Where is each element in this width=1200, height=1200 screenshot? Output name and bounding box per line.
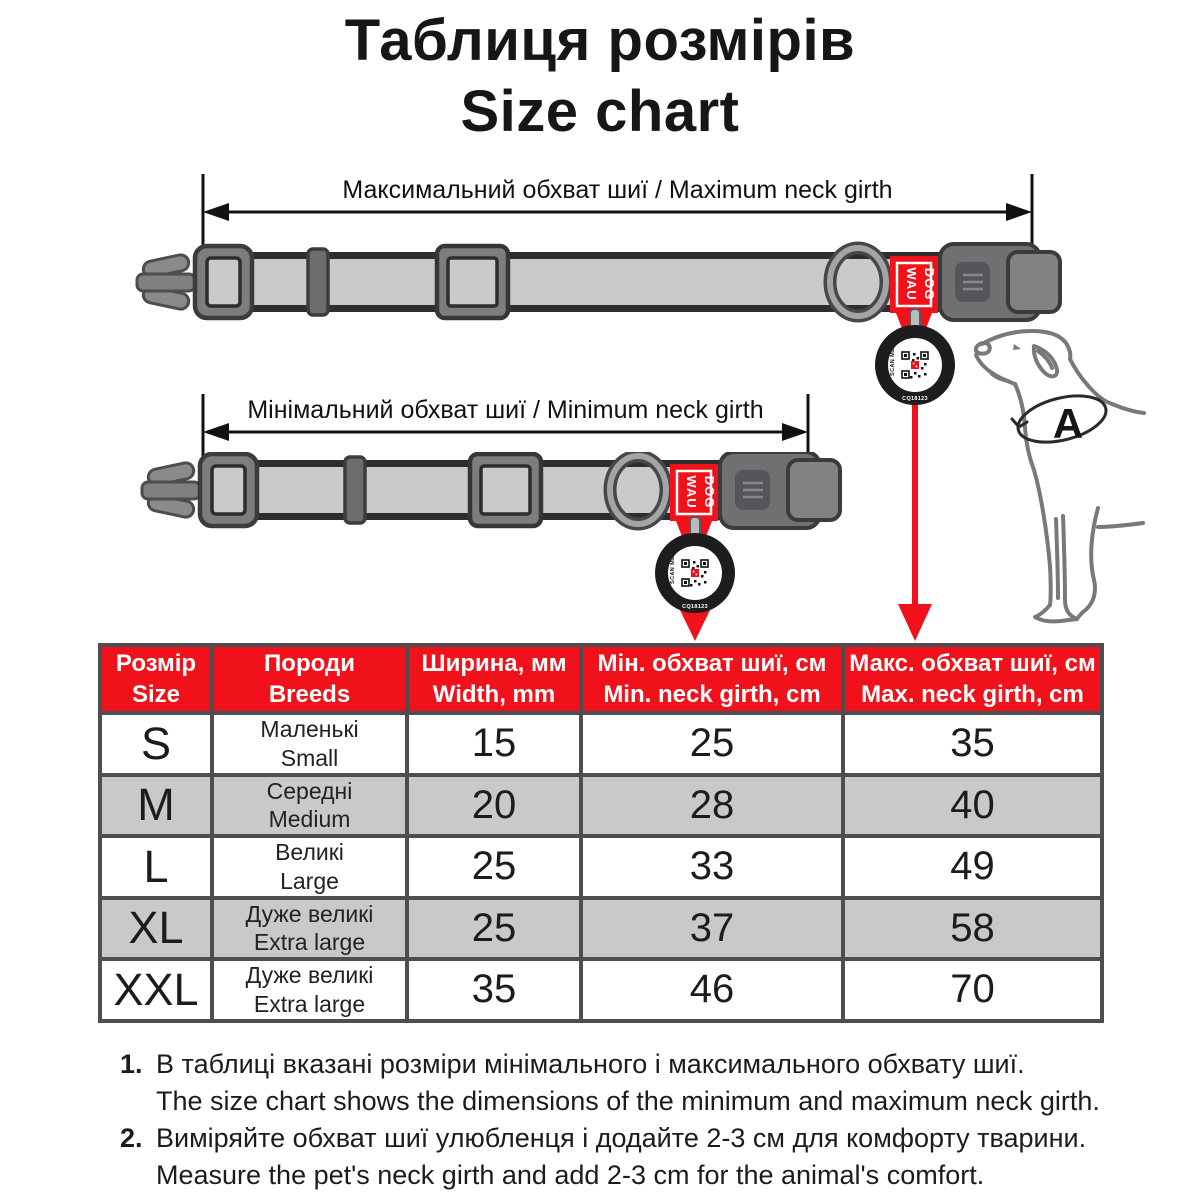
col-header-width (407, 645, 581, 713)
min-girth-value: 33 (581, 836, 843, 898)
min-girth-value: 46 (581, 959, 843, 1021)
breed-value: Великі Large (212, 836, 407, 898)
table-row-l (100, 836, 1102, 898)
footnotes (120, 1046, 1120, 1194)
table-row-xxl (100, 959, 1102, 1021)
header-max-girth-uk: Макс. обхват шиї, см (849, 649, 1096, 677)
collar-min-illustration (140, 452, 850, 622)
footnote-1-number: 1. (120, 1049, 143, 1079)
breed-value: Дуже великі Extra large (212, 898, 407, 960)
keeper-loop (308, 249, 328, 315)
header-row (100, 645, 1102, 713)
footnote-1-en: The size chart shows the dimensions of the minimum and maximum neck girth. (156, 1086, 1100, 1116)
collar-max-illustration (135, 232, 1065, 442)
table-row-m (100, 775, 1102, 837)
max-girth-value: 40 (843, 775, 1102, 837)
footnote-1 (120, 1046, 1120, 1120)
pendant-code: CQ18123 (902, 396, 928, 402)
min-girth-value: 25 (581, 713, 843, 775)
header-breeds-en: Breeds (268, 681, 351, 708)
width-value: 35 (407, 959, 581, 1021)
width-value: 25 (407, 836, 581, 898)
col-header-size (100, 645, 212, 713)
page-title-en: Size chart (460, 78, 740, 144)
brand-tag-line2: DOG (922, 267, 937, 301)
max-girth-value: 70 (843, 959, 1102, 1021)
max-girth-value: 35 (843, 713, 1102, 775)
min-girth-value: 28 (581, 775, 843, 837)
brand-tag-line2: DOG (702, 475, 717, 509)
breed-value: Маленькі Small (212, 713, 407, 775)
width-value: 15 (407, 713, 581, 775)
footnote-2-uk: Виміряйте обхват шиї улюбленця і додайте 2-3 см для комфорту тварини. (156, 1123, 1087, 1153)
max-girth-value: 58 (843, 898, 1102, 960)
col-header-breeds (212, 645, 407, 713)
header-size-en: Size (131, 681, 181, 708)
min-neck-girth-label: Мінімальний обхват шиї / Minimum neck girth (247, 396, 764, 424)
pendant-scan-label: SCAN ME (670, 555, 676, 584)
breed-value: Дуже великі Extra large (212, 959, 407, 1021)
header-min-girth-uk: Мін. обхват шиї, см (597, 649, 827, 677)
col-header-max-girth (843, 645, 1102, 713)
table-row-s (100, 713, 1102, 775)
size-value: S (100, 713, 212, 775)
brand-tag-line1: WAU (904, 267, 919, 301)
keeper-loop (345, 457, 365, 523)
header-max-girth-en: Max. neck girth, cm (861, 681, 1084, 708)
slider-adjuster (437, 246, 508, 318)
slider-adjuster (470, 454, 541, 526)
pendant-scan-label: SCAN ME (890, 347, 896, 376)
footnote-2-number: 2. (120, 1123, 143, 1153)
buckle-female (720, 452, 840, 528)
buckle-female (940, 244, 1060, 320)
header-width-en: Width, mm (432, 681, 556, 708)
header-size-uk: Розмір (115, 649, 197, 677)
width-value: 20 (407, 775, 581, 837)
header-min-girth-en: Min. neck girth, cm (603, 681, 821, 708)
qr-pendant (655, 517, 735, 613)
max-neck-girth-label: Максимальний обхват шиї / Maximum neck girth (342, 176, 893, 204)
col-header-min-girth (581, 645, 843, 713)
neck-measure-letter: A (1052, 400, 1084, 447)
breed-value: Середні Medium (212, 775, 407, 837)
footnote-1-uk: В таблиці вказані розміри мінімального і максимального обхвату шиї. (156, 1049, 1025, 1079)
size-value: XL (100, 898, 212, 960)
size-value: L (100, 836, 212, 898)
size-table (98, 643, 1104, 1023)
size-value: XXL (100, 959, 212, 1021)
table-row-xl (100, 898, 1102, 960)
footnote-2 (120, 1120, 1120, 1194)
size-value: M (100, 775, 212, 837)
buckle-male (142, 454, 257, 526)
max-girth-value: 49 (843, 836, 1102, 898)
page-title-uk: Таблиця розмірів (344, 8, 856, 73)
buckle-male (137, 246, 252, 318)
size-table-section (98, 643, 1100, 1023)
brand-tag-line1: WAU (684, 475, 699, 509)
pendant-code: CQ18123 (682, 604, 708, 610)
header-width-uk: Ширина, мм (421, 649, 567, 677)
footnote-2-en: Measure the pet's neck girth and add 2-3 cm for the animal's comfort. (156, 1160, 985, 1190)
header-breeds-uk: Породи (264, 649, 355, 677)
width-value: 25 (407, 898, 581, 960)
min-girth-value: 37 (581, 898, 843, 960)
qr-pendant (875, 309, 955, 405)
